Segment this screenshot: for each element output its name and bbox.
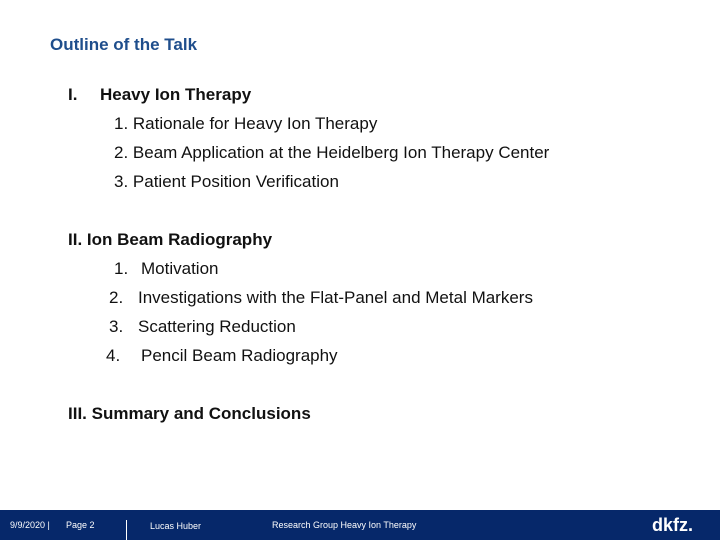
footer-group: Research Group Heavy Ion Therapy bbox=[272, 520, 417, 530]
section-2-item-1-text: Motivation bbox=[141, 259, 219, 278]
footer-author: Lucas Huber bbox=[150, 521, 202, 531]
section-2-item-3-num: 3. bbox=[109, 317, 124, 336]
section-1-number: I. bbox=[68, 85, 78, 104]
section-2-item-2-num: 2. bbox=[109, 288, 124, 307]
section-2-item-3-text: Scattering Reduction bbox=[138, 317, 296, 336]
section-1-item-3: 3. Patient Position Verification bbox=[114, 172, 339, 191]
section-1-heading: Heavy Ion Therapy bbox=[100, 85, 252, 104]
footer-page: Page 2 bbox=[66, 520, 95, 530]
section-3-heading: III. Summary and Conclusions bbox=[68, 404, 311, 423]
footer-divider bbox=[126, 520, 127, 542]
footer-bar bbox=[0, 510, 720, 540]
section-1-item-2: 2. Beam Application at the Heidelberg Ion Therapy Center bbox=[114, 143, 550, 162]
section-2-item-2-text: Investigations with the Flat-Panel and Metal Markers bbox=[138, 288, 533, 307]
section-1-item-1: 1. Rationale for Heavy Ion Therapy bbox=[114, 114, 378, 133]
section-2-item-1-num: 1. bbox=[114, 259, 129, 278]
section-2-item-4-num: 4. bbox=[106, 346, 121, 365]
slide-title: Outline of the Talk bbox=[50, 35, 198, 54]
section-2-item-4-text: Pencil Beam Radiography bbox=[141, 346, 338, 365]
footer-date: 9/9/2020 | bbox=[10, 520, 50, 530]
dkfz-logo: dkfz. bbox=[652, 515, 694, 535]
section-2-heading: II. Ion Beam Radiography bbox=[68, 230, 273, 249]
